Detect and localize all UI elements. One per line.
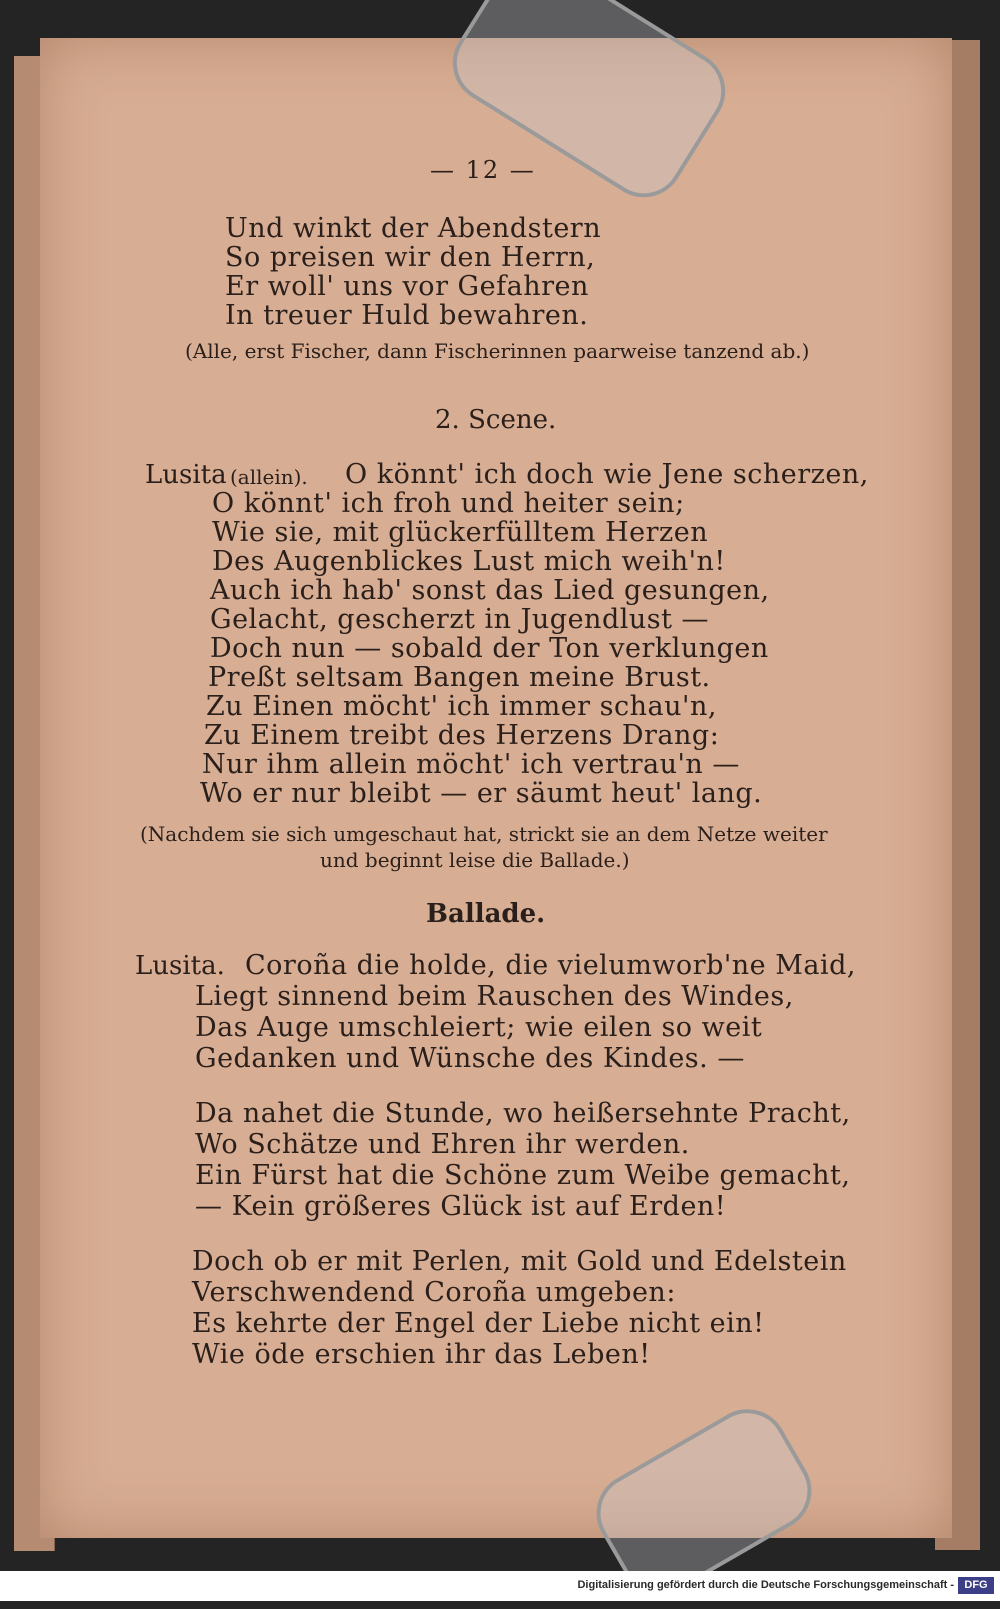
stage-direction-line: (Nachdem sie sich umgeschaut hat, strickt sie an dem Netze weiter: [140, 822, 828, 846]
verse-line: Wo Schätze und Ehren ihr werden.: [195, 1129, 690, 1160]
verse-line: O könnt' ich froh und heiter sein;: [212, 488, 685, 519]
verse-line: Doch ob er mit Perlen, mit Gold und Edelstein: [192, 1246, 847, 1277]
verse-line: Er woll' uns vor Gefahren: [225, 271, 589, 302]
verse-line: Liegt sinnend beim Rauschen des Windes,: [195, 981, 794, 1012]
verse-line: Wie sie, mit glückerfülltem Herzen: [212, 517, 709, 548]
verse-line: So preisen wir den Herrn,: [225, 242, 596, 273]
speaker-note: (allein).: [230, 465, 308, 489]
funding-credit: Digitalisierung gefördert durch die Deutsche Forschungsgemeinschaft -: [577, 1579, 954, 1591]
verse-line: Gedanken und Wünsche des Kindes. —: [195, 1043, 745, 1074]
verse-line: Da nahet die Stunde, wo heißersehnte Pracht,: [195, 1098, 851, 1129]
verse-line: Des Augenblickes Lust mich weih'n!: [212, 546, 726, 577]
ballad-speaker: Lusita.: [135, 951, 225, 981]
verse-line: Und winkt der Abendstern: [225, 213, 602, 244]
verse-line: — Kein größeres Glück ist auf Erden!: [195, 1191, 727, 1222]
verse-line: In treuer Huld bewahren.: [225, 300, 589, 331]
verse-line: Coroña die holde, die vielumworb'ne Maid,: [245, 950, 856, 981]
verse-line: Zu Einen möcht' ich immer schau'n,: [206, 691, 717, 722]
verse-line: Gelacht, gescherzt in Jugendlust —: [210, 604, 710, 635]
verse-line: Verschwendend Coroña umgeben:: [192, 1277, 676, 1308]
stage-direction-line: und beginnt leise die Ballade.): [320, 848, 630, 872]
page-number: — 12 —: [430, 156, 536, 184]
verse-line: Wo er nur bleibt — er säumt heut' lang.: [200, 778, 763, 809]
verse-line: O könnt' ich doch wie Jene scherzen,: [345, 459, 869, 490]
stage-direction: (Alle, erst Fischer, dann Fischerinnen paarweise tanzend ab.): [185, 339, 810, 363]
verse-line: Nur ihm allein möcht' ich vertrau'n —: [202, 749, 740, 780]
book-page: [40, 38, 952, 1538]
verse-line: Wie öde erschien ihr das Leben!: [192, 1339, 651, 1370]
dfg-logo: DFG: [958, 1577, 994, 1594]
verse-line: Es kehrte der Engel der Liebe nicht ein!: [192, 1308, 765, 1339]
scene-heading: 2. Scene.: [435, 405, 557, 435]
verse-line: Doch nun — sobald der Ton verklungen: [210, 633, 769, 664]
verse-line: Auch ich hab' sonst das Lied gesungen,: [210, 575, 770, 606]
verse-line: Zu Einem treibt des Herzens Drang:: [204, 720, 720, 751]
verse-line: Das Auge umschleiert; wie eilen so weit: [195, 1012, 763, 1043]
verse-line: Preßt seltsam Bangen meine Brust.: [208, 662, 711, 693]
verse-line: Ein Fürst hat die Schöne zum Weibe gemacht,: [195, 1160, 851, 1191]
speaker-name: Lusita: [145, 460, 227, 490]
footer-bar: [0, 1571, 1000, 1601]
ballad-heading: Ballade.: [426, 899, 546, 929]
